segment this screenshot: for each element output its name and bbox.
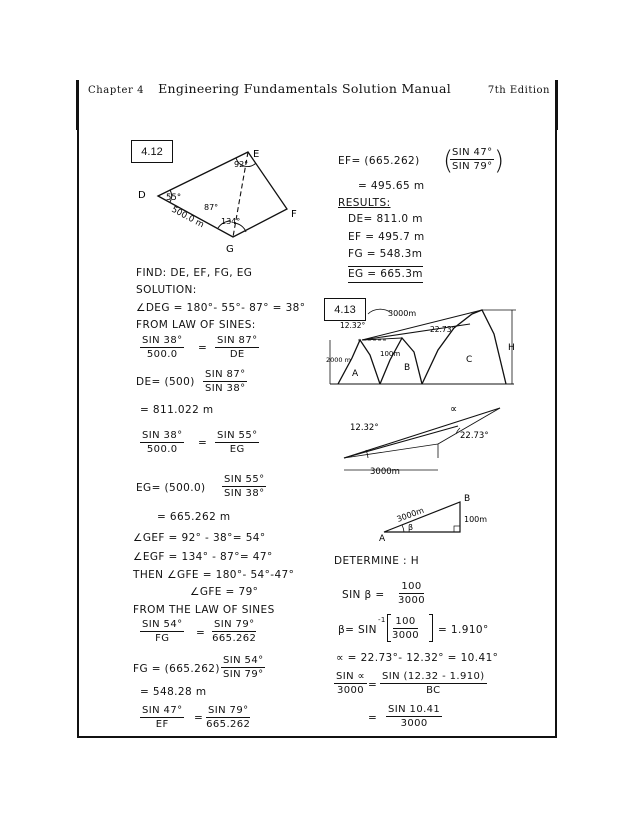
rt-3000: 3000m	[395, 505, 426, 524]
alpha-line: ∝ = 22.73°- 12.32° = 10.41°	[336, 652, 499, 664]
results-heading: RESULTS:	[338, 197, 391, 209]
eq6-equals: =	[368, 712, 378, 724]
eq1-left: SIN 38° 500.0	[142, 335, 183, 360]
mtn-a: A	[352, 369, 359, 379]
angle-gef: ∠GEF = 92° - 38°= 54°	[133, 532, 266, 544]
fg-lhs: FG = (665.262)	[133, 663, 220, 675]
eq6-fraction: SIN 10.41 3000	[388, 704, 441, 729]
ef-paren-open: (	[443, 146, 454, 176]
side-dg: 500.0 m	[169, 204, 206, 231]
eg-fraction: SIN 55° SIN 38°	[224, 474, 265, 499]
find-line: FIND: DE, EF, FG, EG	[136, 267, 253, 279]
tri-2273: 22.73°	[460, 431, 489, 441]
angle-gfe: ∠GFE = 79°	[190, 586, 259, 598]
eq3-left: SIN 54° FG	[142, 619, 183, 644]
vertex-g: G	[226, 244, 234, 255]
angle-triangle-diagram	[340, 400, 510, 480]
mtn-h: H	[508, 343, 515, 353]
beta-lhs: β= SIN	[338, 624, 377, 636]
eq3-right: SIN 79° 665.262	[212, 619, 257, 644]
eq2-equals: =	[198, 437, 208, 449]
quadrilateral-diagram	[130, 140, 310, 255]
angle-d: 55°	[166, 193, 182, 203]
eq2-right: SIN 55° EG	[217, 430, 258, 455]
problem-label-4-12: 4.12	[131, 140, 173, 163]
mtn-3000: 3000m	[388, 309, 417, 318]
tri-1232: 12.32°	[350, 423, 379, 433]
tri-3000: 3000m	[370, 467, 400, 477]
de-fraction: SIN 87° SIN 38°	[205, 369, 246, 394]
fg-value: = 548.28 m	[140, 686, 207, 698]
angle-deg-line: ∠DEG = 180°- 55°- 87° = 38°	[136, 302, 306, 314]
de-lhs: DE= (500)	[136, 376, 195, 388]
eq1-equals: =	[198, 342, 208, 354]
mtn-b: B	[404, 363, 411, 373]
problem-label-4-13: 4.13	[324, 298, 366, 321]
edition-label: 7th Edition	[487, 85, 550, 96]
mountain-diagram	[322, 300, 522, 390]
eq3-equals: =	[196, 627, 206, 639]
mtn-2273: 22.73°	[430, 325, 456, 334]
ef-lhs: EF= (665.262)	[338, 155, 420, 167]
eq4-right: SIN 79° 665.262	[206, 705, 251, 730]
frame-top-ticks	[77, 80, 557, 130]
angle-e: 92°	[234, 160, 249, 169]
rt-beta: β	[408, 523, 414, 532]
solution-line: SOLUTION:	[136, 284, 197, 296]
then-gfe: THEN ∠GFE = 180°- 54°-47°	[133, 569, 295, 581]
eq5-right: SIN (12.32 - 1.910) BC	[382, 671, 485, 696]
sinb-lhs: SIN β =	[342, 589, 385, 601]
eg-lhs: EG= (500.0)	[136, 482, 206, 494]
ef-value: = 495.65 m	[358, 180, 425, 192]
ef-fraction: SIN 47° SIN 79°	[452, 147, 493, 172]
angle-87: 87°	[204, 203, 219, 212]
mtn-1232: 12.32°	[340, 321, 366, 330]
right-triangle-diagram	[380, 492, 500, 542]
result-ef: EF = 495.7 m	[348, 231, 425, 243]
mtn-100m: 100m	[380, 350, 401, 358]
vertex-f: F	[291, 209, 297, 220]
rt-b: B	[464, 494, 471, 504]
de-value: = 811.022 m	[140, 404, 214, 416]
chapter-label: Chapter 4	[88, 85, 145, 96]
tri-alpha: ∝	[450, 404, 458, 415]
mtn-c: C	[466, 355, 473, 365]
eq2-left: SIN 38° 500.0	[142, 430, 183, 455]
determine-h: DETERMINE : H	[334, 555, 420, 567]
angle-134: 134°	[221, 217, 241, 226]
manual-title: Engineering Fundamentals Solution Manual	[158, 81, 452, 96]
vertex-d: D	[138, 190, 146, 201]
result-de: DE= 811.0 m	[348, 213, 423, 225]
fg-fraction: SIN 54° SIN 79°	[223, 655, 264, 680]
rt-100: 100m	[464, 515, 488, 524]
result-fg: FG = 548.3m	[348, 248, 423, 260]
beta-rhs: = 1.910°	[438, 624, 489, 636]
eq4-equals: =	[194, 712, 204, 724]
eq5-left: SIN ∝ 3000	[336, 671, 366, 696]
eq5-equals: =	[368, 679, 378, 691]
law-of-sines-2: FROM THE LAW OF SINES	[133, 604, 275, 616]
sinb-fraction: $\frac{100}{3000}$	[398, 581, 426, 606]
angle-egf: ∠EGF = 134° - 87°= 47°	[133, 551, 273, 563]
eq1-right: SIN 87° DE	[217, 335, 258, 360]
mtn-2000: 2000 m	[326, 356, 351, 364]
result-eg: EG = 665.3m	[348, 266, 423, 283]
vertex-e: E	[253, 149, 260, 160]
beta-fraction: $\frac{100}{3000}$	[392, 616, 420, 641]
beta-sup: -1	[378, 616, 386, 624]
ef-paren-close: )	[494, 146, 505, 176]
law-of-sines-1: FROM LAW OF SINES:	[136, 319, 256, 331]
rt-a: A	[379, 534, 386, 544]
eq4-left: SIN 47° EF	[142, 705, 183, 730]
eg-value: = 665.262 m	[157, 511, 231, 523]
